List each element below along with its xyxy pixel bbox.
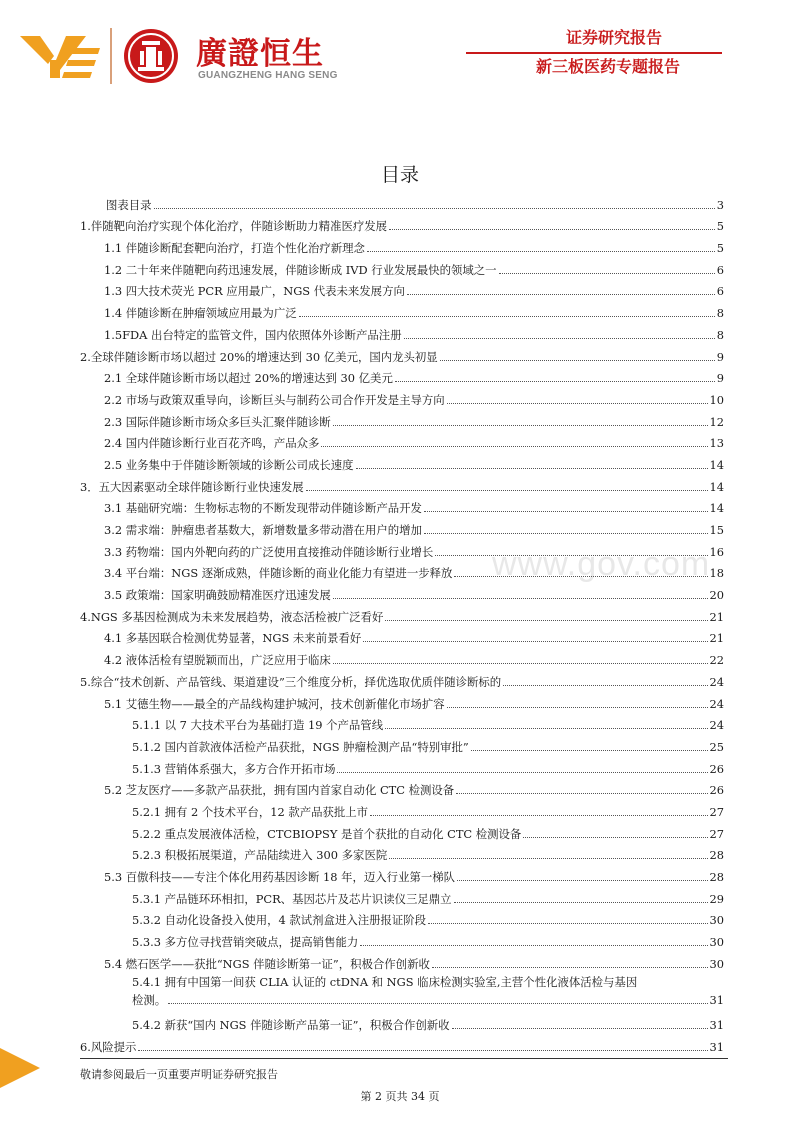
- toc-entry-title: 3.2 需求端：肿瘤患者基数大，新增数量多带动潜在用户的增加: [104, 523, 422, 537]
- toc-entry-title: 2.3 国际伴随诊断市场众多巨头汇聚伴随诊断: [104, 414, 331, 429]
- toc-entry-page: 16: [709, 544, 724, 559]
- toc-entry-title: 2.全球伴随诊断市场以超过 20%的增速达到 30 亿美元，国内龙头初显: [80, 349, 438, 364]
- toc-entry[interactable]: [80, 797, 724, 819]
- toc-entry-title: 1.伴随靶向治疗实现个体化治疗，伴随诊断助力精准医疗发展: [80, 219, 388, 234]
- toc-entry-title: 3．五大因素驱动全球伴随诊断行业快速发展: [80, 479, 304, 494]
- toc-dot-leader: [428, 923, 707, 924]
- toc-entry[interactable]: [80, 212, 724, 234]
- toc-entry-page: 24: [709, 674, 724, 689]
- toc-entry-page: 28: [709, 848, 724, 863]
- toc-entry[interactable]: [80, 884, 724, 906]
- toc-entry-title: 3.3 药物端：国内外靶向药的广泛使用直接推动伴随诊断行业增长: [104, 544, 434, 559]
- toc-entry-page: 14: [709, 479, 724, 494]
- toc-entry-title: 4.NGS 多基因检测成为未来发展趋势，液态活检被广泛看好: [80, 609, 384, 624]
- toc-entry[interactable]: [80, 385, 724, 407]
- toc-entry-page: 9: [716, 371, 724, 386]
- toc-dot-leader: [503, 685, 707, 686]
- toc-entry-page: 24: [709, 718, 724, 733]
- toc-dot-leader: [457, 880, 707, 881]
- brand-name-en: GUANGZHENG HANG SENG: [198, 70, 338, 81]
- toc-entry-title: 1.3 四大技术荧光 PCR 应用最广，NGS 代表未来发展方向: [104, 284, 405, 299]
- toc-entry[interactable]: [80, 776, 724, 798]
- table-of-contents: [80, 190, 724, 1054]
- toc-entry-page: 30: [709, 935, 724, 950]
- toc-entry-title: 5.1.2 国内首款液体活检产品获批，NGS 肿瘤检测产品“特别审批”: [132, 739, 469, 754]
- toc-dot-leader: [454, 902, 708, 903]
- toc-entry[interactable]: [80, 667, 724, 689]
- toc-dot-leader: [321, 446, 707, 447]
- toc-entry[interactable]: [80, 515, 724, 537]
- toc-entry-page: 15: [709, 523, 724, 537]
- toc-entry-title: 5.1.3 营销体系强大，多方合作开拓市场: [132, 761, 336, 776]
- toc-dot-leader: [389, 858, 707, 859]
- toc-dot-leader: [370, 815, 707, 816]
- toc-entry-title: 1.5FDA 出台特定的监管文件，国内依照体外诊断产品注册: [104, 327, 402, 342]
- toc-entry-page: 21: [709, 631, 724, 646]
- toc-dot-leader: [435, 555, 707, 556]
- toc-entry[interactable]: [80, 494, 724, 516]
- footer-rule: [80, 1058, 728, 1059]
- toc-dot-leader: [440, 360, 715, 361]
- toc-dot-leader: [523, 837, 707, 838]
- toc-entry[interactable]: [80, 841, 724, 863]
- footer-disclaimer: 敬请参阅最后一页重要声明证券研究报告: [80, 1068, 278, 1081]
- toc-entry-page: 14: [709, 457, 724, 472]
- toc-dot-leader: [154, 208, 715, 209]
- toc-entry[interactable]: [80, 602, 724, 624]
- toc-entry-title: 5.4.2 新获“国内 NGS 伴随诊断产品第一证”，积极合作创新收: [132, 1018, 450, 1033]
- toc-entry[interactable]: [80, 949, 724, 971]
- report-title: 新三板医药专题报告: [535, 57, 680, 76]
- toc-entry-page: 26: [709, 783, 724, 798]
- toc-entry[interactable]: [80, 862, 724, 884]
- toc-dot-leader: [456, 793, 707, 794]
- toc-entry-page: 6: [716, 262, 724, 277]
- toc-entry[interactable]: [80, 624, 724, 646]
- toc-dot-leader: [454, 576, 707, 577]
- toc-entry-page: 27: [709, 804, 724, 819]
- toc-dot-leader: [306, 490, 708, 491]
- toc-entry-title: 5.2.2 重点发展液体活检，CTCBIOPSY 是首个获批的自动化 CTC 检测设备: [132, 826, 522, 841]
- toc-entry[interactable]: [80, 190, 724, 212]
- toc-dot-leader: [389, 229, 715, 230]
- toc-entry-page: 27: [709, 826, 724, 841]
- toc-entry[interactable]: [80, 450, 724, 472]
- toc-dot-leader: [337, 772, 707, 773]
- toc-entry[interactable]: [80, 580, 724, 602]
- toc-entry[interactable]: [80, 537, 724, 559]
- toc-entry-title: 5.3.3 多方位寻找营销突破点，提高销售能力: [132, 935, 359, 950]
- toc-entry-title: 2.4 国内伴随诊断行业百花齐鸣，产品众多: [104, 436, 320, 451]
- toc-entry-title: 4.1 多基因联合检测优势显著，NGS 未来前景看好: [104, 631, 362, 646]
- toc-entry-page: 5: [716, 241, 724, 256]
- toc-dot-leader: [432, 967, 708, 968]
- toc-dot-leader: [333, 598, 708, 599]
- toc-entry-continuation: [132, 993, 724, 1007]
- toc-dot-leader: [363, 641, 707, 642]
- toc-entry-title: 5.1 艾德生物——最全的产品线构建护城河，技术创新催化市场扩容: [104, 696, 445, 711]
- toc-entry[interactable]: [80, 819, 724, 841]
- toc-entry[interactable]: [80, 559, 724, 581]
- toc-entry[interactable]: [80, 1011, 724, 1033]
- toc-dot-leader: [138, 1050, 707, 1051]
- toc-entry-title: 5.3.1 产品链环环相扣，PCR、基因芯片及芯片识读仪三足鼎立: [132, 891, 452, 906]
- toc-entry-title: 5.2.1 拥有 2 个技术平台，12 款产品获批上市: [132, 804, 369, 819]
- toc-entry-page: 12: [709, 414, 724, 429]
- corner-triangle-icon: [0, 1048, 40, 1088]
- logo-divider: [110, 28, 112, 84]
- toc-entry-page: 31: [709, 1018, 724, 1033]
- toc-entry-title: 3.4 平台端：NGS 逐渐成熟，伴随诊断的商业化能力有望进一步释放: [104, 566, 453, 581]
- page-number: 第 2 页共 34 页: [360, 1090, 440, 1103]
- toc-entry-page: 8: [716, 327, 724, 342]
- toc-entry[interactable]: [80, 255, 724, 277]
- toc-entry[interactable]: [80, 342, 724, 364]
- toc-entry[interactable]: [80, 975, 724, 1011]
- toc-entry[interactable]: [80, 1032, 724, 1054]
- toc-dot-leader: [471, 750, 708, 751]
- toc-entry[interactable]: [80, 407, 724, 429]
- toc-entry-page: 18: [709, 566, 724, 581]
- toc-entry-page: 5: [716, 219, 724, 234]
- toc-entry-page: 30: [709, 956, 724, 971]
- toc-entry[interactable]: [80, 645, 724, 667]
- toc-dot-leader: [499, 273, 715, 274]
- toc-entry-title: 5.4.1 拥有中国第一间获 CLIA 认证的 ctDNA 和 NGS 临床检测实验室,主营个性化液体活检与基因: [132, 974, 638, 989]
- toc-dot-leader: [452, 1028, 708, 1029]
- toc-entry-title: 5.3 百傲科技——专注个体化用药基因诊断 18 年，迈入行业第一梯队: [104, 870, 456, 884]
- report-type: 证券研究报告: [565, 28, 662, 47]
- toc-entry-page: 26: [709, 761, 724, 776]
- toc-entry-page: 13: [709, 436, 724, 451]
- toc-entry[interactable]: [80, 754, 724, 776]
- toc-entry[interactable]: [80, 298, 724, 320]
- toc-entry[interactable]: [80, 277, 724, 299]
- toc-dot-leader: [299, 316, 715, 317]
- toc-entry[interactable]: [80, 906, 724, 928]
- report-header: [466, 28, 722, 78]
- toc-entry-page: 31: [709, 1040, 724, 1055]
- toc-entry-page: 22: [709, 653, 724, 668]
- toc-dot-leader: [407, 294, 715, 295]
- watermark: www.gov.com: [492, 545, 711, 583]
- toc-dot-leader: [424, 533, 708, 534]
- toc-entry[interactable]: [80, 429, 724, 451]
- toc-entry[interactable]: [80, 711, 724, 733]
- toc-entry-page: 3: [716, 197, 724, 212]
- toc-entry[interactable]: [80, 732, 724, 754]
- toc-entry[interactable]: [80, 689, 724, 711]
- toc-dot-leader: [447, 707, 708, 708]
- toc-entry-page: 20: [709, 588, 724, 603]
- toc-dot-leader: [447, 403, 708, 404]
- toc-entry[interactable]: [80, 364, 724, 386]
- toc-entry[interactable]: [80, 233, 724, 255]
- toc-dot-leader: [395, 381, 715, 382]
- toc-entry-title: 2.2 市场与政策双重导向，诊断巨头与制药公司合作开发是主导方向: [104, 392, 445, 407]
- toc-entry[interactable]: [80, 927, 724, 949]
- toc-entry[interactable]: [80, 472, 724, 494]
- toc-entry-title: 2.1 全球伴随诊断市场以超过 20%的增速达到 30 亿美元: [104, 371, 393, 386]
- toc-entry-title: 1.2 二十年来伴随靶向药迅速发展，伴随诊断成 IVD 行业发展最快的领域之一: [104, 262, 497, 277]
- toc-entry-title: 2.5 业务集中于伴随诊断领域的诊断公司成长速度: [104, 457, 354, 472]
- toc-entry-title: 5.3.2 自动化设备投入使用，4 款试剂盒进入注册报证阶段: [132, 913, 427, 928]
- toc-entry[interactable]: [80, 320, 724, 342]
- toc-dot-leader: [333, 425, 708, 426]
- toc-entry-page: 6: [716, 284, 724, 299]
- toc-entry-page: 24: [709, 696, 724, 711]
- toc-entry-title: 3.5 政策端：国家明确鼓励精准医疗迅速发展: [104, 588, 331, 603]
- toc-entry-page: 14: [709, 501, 724, 516]
- toc-dot-leader: [367, 251, 715, 252]
- brand-name-cn: 廣證恒生: [196, 36, 324, 72]
- toc-entry-page: 10: [709, 392, 724, 407]
- toc-entry-title: 5.2 芝友医疗——多款产品获批，拥有国内首家自动化 CTC 检测设备: [104, 783, 455, 798]
- toc-entry-page: 28: [709, 870, 724, 884]
- toc-entry-title: 1.1 伴随诊断配套靶向治疗，打造个性化治疗新理念: [104, 241, 365, 256]
- toc-entry-title: 5.2.3 积极拓展渠道，产品陆续进入 300 多家医院: [132, 848, 388, 863]
- toc-entry-title: 6.风险提示: [80, 1040, 137, 1055]
- toc-entry-title: 5.4 燃石医学——获批“NGS 伴随诊断第一证”，积极合作创新收: [104, 956, 430, 971]
- header-rule: [466, 52, 722, 54]
- toc-dot-leader: [168, 1003, 707, 1004]
- toc-dot-leader: [424, 511, 708, 512]
- toc-entry-title: 5.1.1 以 7 大技术平台为基础打造 19 个产品管线: [132, 718, 384, 733]
- toc-dot-leader: [385, 728, 707, 729]
- toc-dot-leader: [356, 468, 708, 469]
- toc-entry-page: 29: [709, 891, 724, 906]
- ye-logo-icon: [20, 30, 100, 82]
- toc-entry-title: 5.综合“技术创新、产品管线、渠道建设”三个维度分析，择优选取优质伴随诊断标的: [80, 674, 502, 689]
- toc-entry-page: 25: [709, 739, 724, 754]
- toc-entry-page: 9: [716, 349, 724, 364]
- seal-logo-icon: [122, 27, 180, 85]
- toc-dot-leader: [360, 945, 707, 946]
- toc-entry-title: 4.2 液体活检有望脱颖而出，广泛应用于临床: [104, 653, 331, 668]
- toc-dot-leader: [333, 663, 708, 664]
- toc-entry-page: 31: [709, 992, 724, 1007]
- toc-entry-title: 1.4 伴随诊断在肿瘤领域应用最为广泛: [104, 306, 297, 321]
- toc-dot-leader: [404, 338, 715, 339]
- toc-entry-page: 30: [709, 913, 724, 928]
- toc-dot-leader: [385, 620, 707, 621]
- toc-entry-title: 3.1 基础研究端：生物标志物的不断发现带动伴随诊断产品开发: [104, 501, 422, 516]
- toc-entry-page: 8: [716, 306, 724, 321]
- toc-entry-page: 21: [709, 609, 724, 624]
- toc-title: 目录: [380, 164, 419, 186]
- toc-entry-title: 图表目录: [106, 197, 152, 212]
- toc-entry-title-cont: 检测。: [132, 992, 167, 1007]
